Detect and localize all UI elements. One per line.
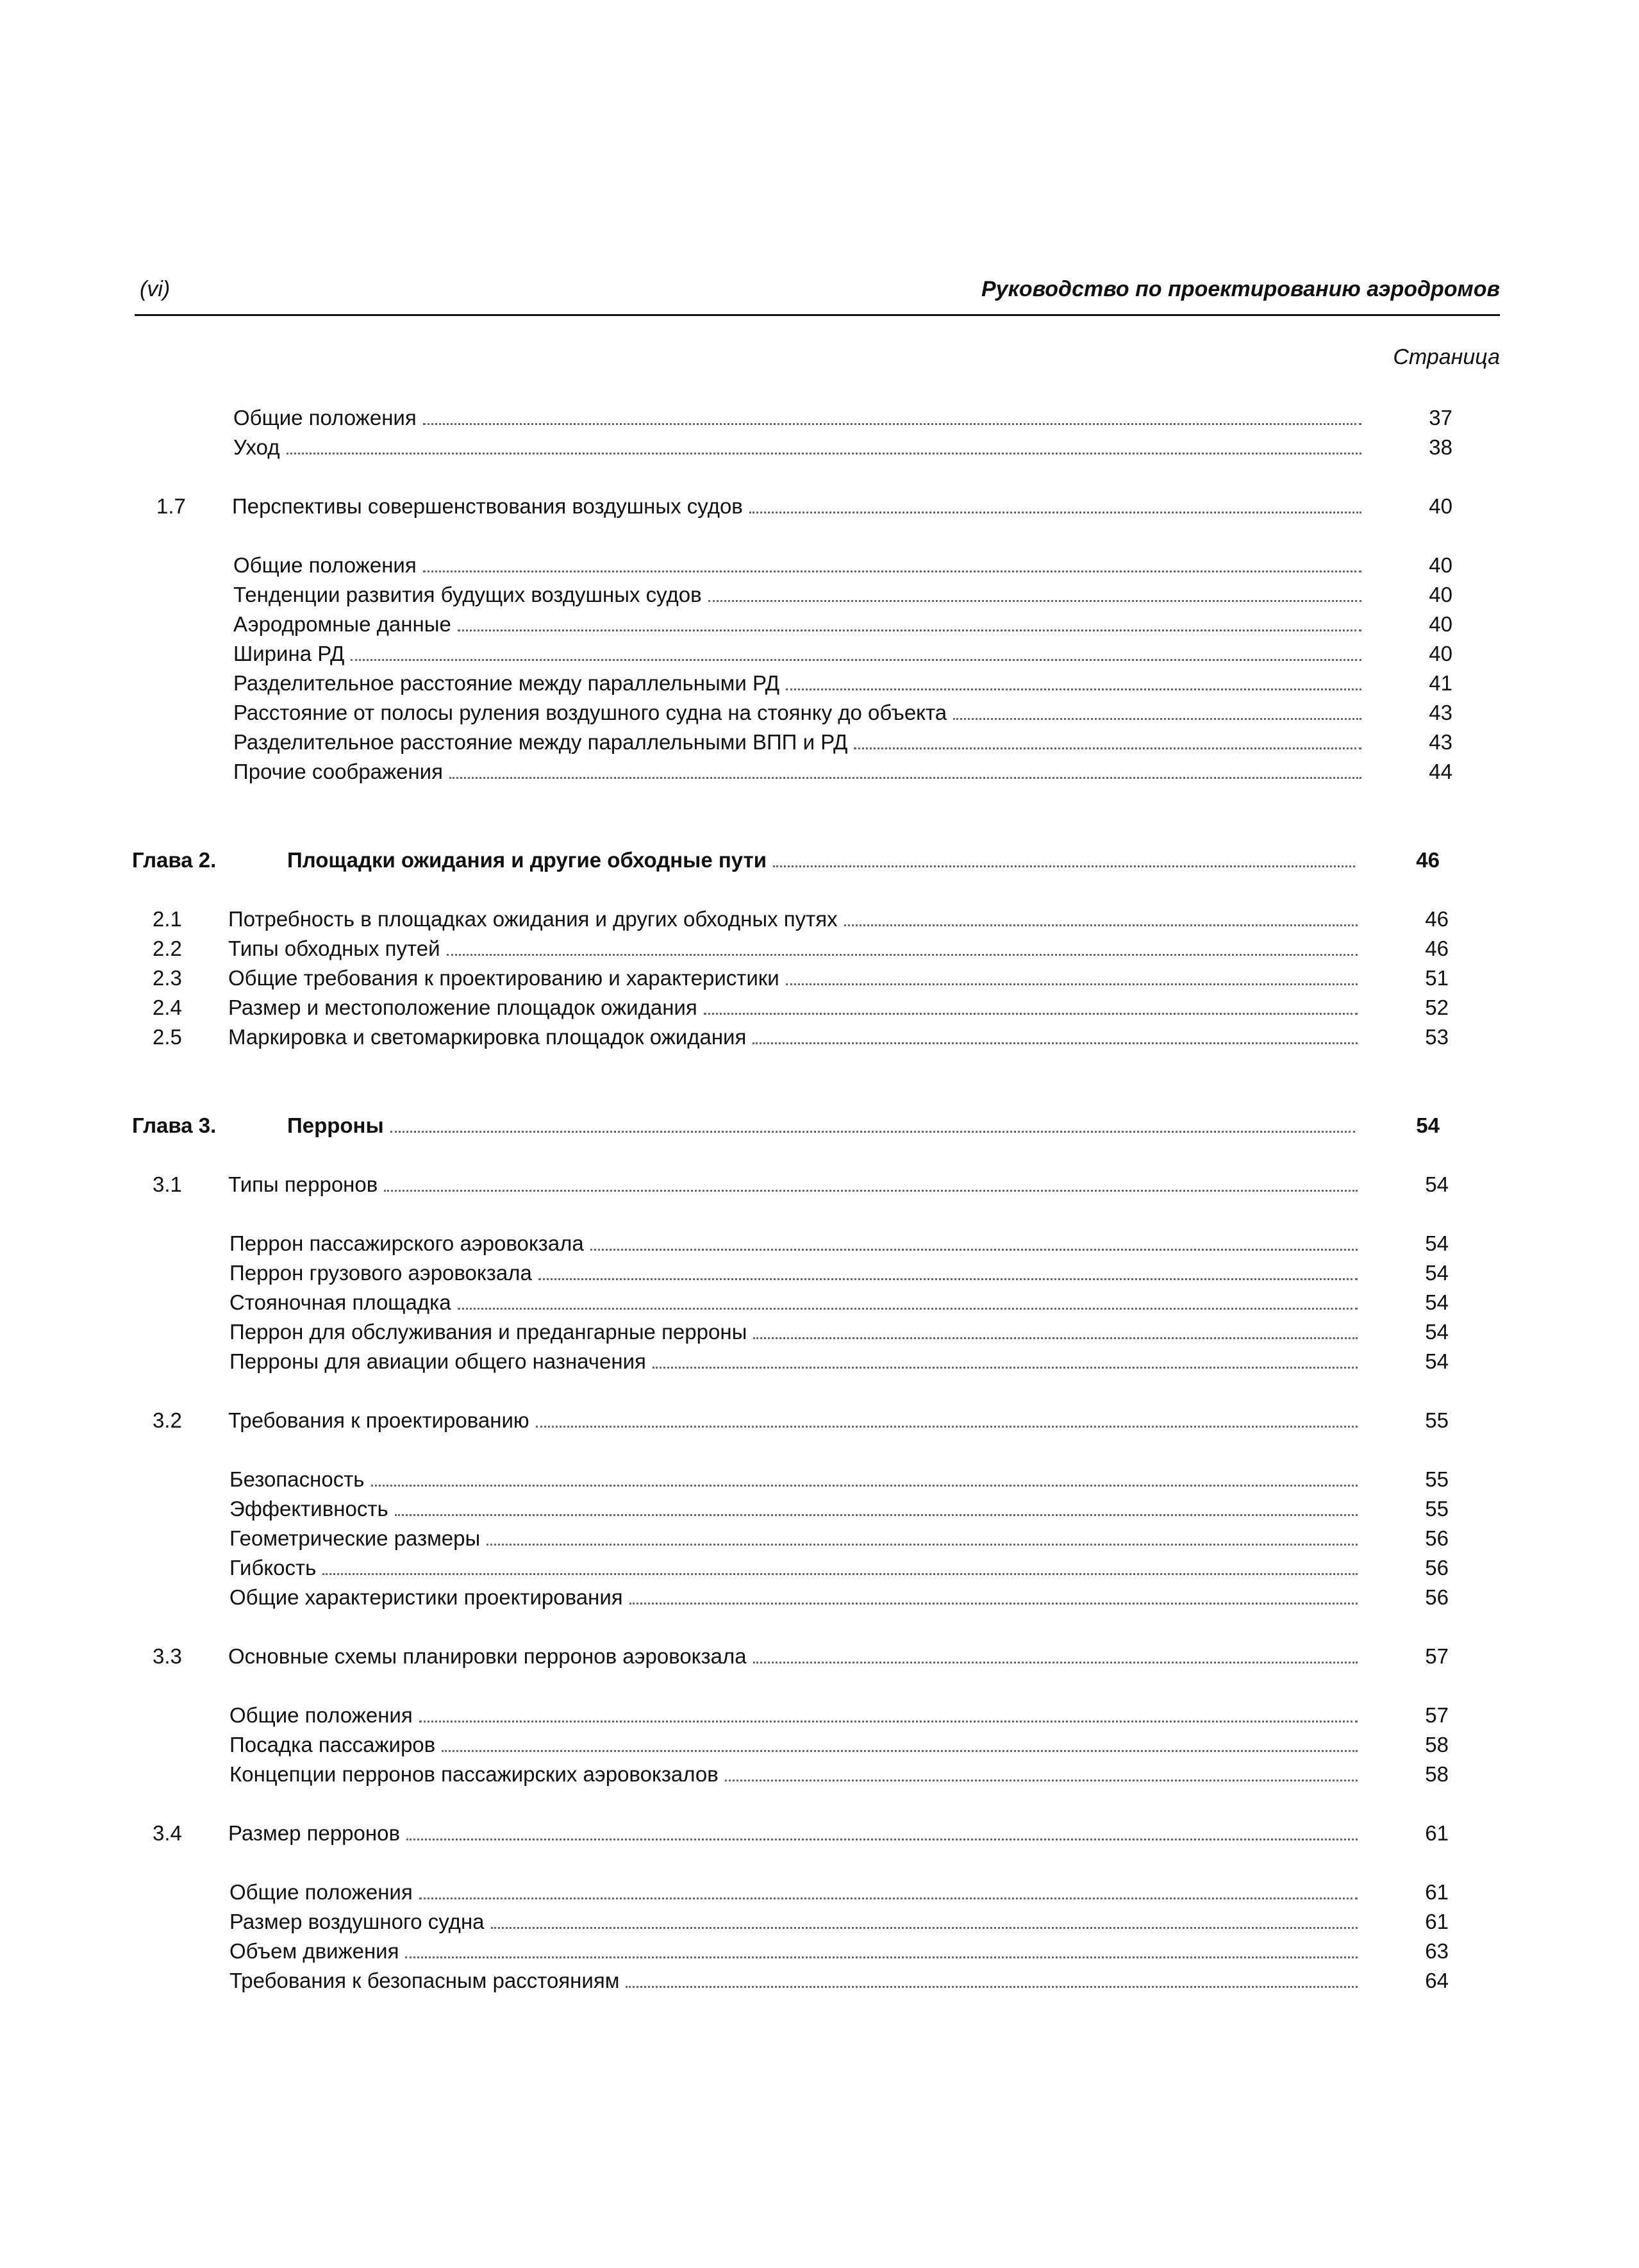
toc-entry-page: 43 [1429,701,1452,724]
toc-entry-title: Общие положения [233,404,423,432]
toc-entry [0,1642,1639,1671]
toc-entry-number: 3.1 [153,1172,182,1196]
toc-entry-number: 1.7 [156,494,186,518]
toc-entry-page: 56 [1425,1585,1449,1609]
toc-entry [0,1701,1639,1730]
toc-entry-title: Типы перронов [228,1171,384,1199]
dot-leader [704,1013,1358,1015]
toc-entry-title: Объем движения [229,1937,405,1965]
toc-entry-page: 53 [1425,1025,1449,1049]
dot-leader [406,1839,1358,1840]
toc-entry [0,492,1639,521]
toc-entry [0,1318,1639,1346]
toc-entry-title: Общие требования к проектированию и характеристики [228,964,786,992]
toc-entry-title: Перспективы совершенствования воздушных судов [232,492,749,521]
toc-entry [0,669,1639,697]
dot-leader [538,1278,1358,1280]
toc-entry-title: Ширина РД [233,640,351,668]
dot-leader [491,1927,1358,1929]
toc-entry-title: Основные схемы планировки перронов аэровокзала [228,1642,753,1671]
toc-entry [0,1524,1639,1553]
toc-entry [0,846,1639,874]
toc-entry [0,1288,1639,1317]
page-column-label: Страница [1393,345,1500,369]
dot-leader [629,1603,1358,1605]
dot-leader [447,954,1358,956]
toc-entry-title: Прочие соображения [233,758,449,786]
dot-leader [458,630,1361,631]
toc-entry [0,1347,1639,1376]
toc-entry [0,610,1639,638]
toc-entry-page: 46 [1416,848,1440,872]
toc-entry [0,1465,1639,1494]
toc-entry [0,1406,1639,1435]
toc-entry-title: Маркировка и светомаркировка площадок ожидания [228,1023,753,1051]
toc-entry-page: 40 [1429,642,1452,665]
dot-leader [753,1042,1358,1044]
toc-entry-title: Перроны [287,1112,390,1140]
dot-leader [753,1337,1358,1339]
toc-entry-title: Перроны для авиации общего назначения [229,1347,653,1376]
toc-entry-title: Эффективность [229,1495,395,1523]
toc-entry-page: 40 [1429,583,1452,606]
toc-entry-page: 41 [1429,671,1452,695]
toc-entry [0,1259,1639,1287]
toc-entry [0,935,1639,963]
toc-entry-page: 46 [1425,907,1449,931]
dot-leader [322,1573,1358,1575]
toc-entry-page: 52 [1425,996,1449,1019]
dot-leader [844,924,1358,926]
toc-entry-title: Перрон пассажирского аэровокзала [229,1230,590,1258]
toc-entry-title: Требования к проектированию [228,1406,536,1435]
toc-entry [0,1731,1639,1759]
toc-entry [0,964,1639,992]
toc-entry-page: 40 [1429,553,1452,577]
dot-leader [749,512,1361,513]
toc-entry-number: 3.4 [153,1821,182,1845]
toc-entry-title: Разделительное расстояние между параллельными РД [233,669,786,697]
toc-entry-title: Общие характеристики проектирования [229,1583,629,1612]
toc-entry-page: 57 [1425,1703,1449,1727]
dot-leader [953,718,1361,720]
dot-leader [653,1367,1358,1369]
toc-entry-title: Перрон для обслуживания и предангарные перроны [229,1318,753,1346]
toc-entry [0,404,1639,432]
toc-entry-page: 37 [1429,406,1452,429]
dot-leader [390,1131,1355,1133]
toc-entry [0,905,1639,933]
toc-entry-number: 2.3 [153,966,182,990]
dot-leader [423,571,1361,572]
toc-entry [0,1171,1639,1199]
dot-leader [442,1750,1358,1752]
toc-entry [0,640,1639,668]
toc-entry [0,433,1639,462]
toc-entry-title: Безопасность [229,1465,371,1494]
toc-entry-page: 43 [1429,730,1452,754]
toc-entry-page: 38 [1429,435,1452,459]
toc-entry-title: Уход [233,433,287,462]
dot-leader [458,1308,1358,1310]
dot-leader [423,423,1361,425]
toc-entry [0,699,1639,727]
dot-leader [708,600,1361,602]
dot-leader [786,983,1358,985]
toc-entry-page: 54 [1425,1261,1449,1285]
dot-leader [626,1986,1358,1988]
toc-entry [0,1112,1639,1140]
toc-entry [0,728,1639,756]
toc-entry [0,551,1639,580]
toc-entry-title: Площадки ожидания и другие обходные пути [287,846,773,874]
toc-entry-number: 3.2 [153,1408,182,1432]
dot-leader [449,777,1361,779]
dot-leader [590,1249,1358,1251]
dot-leader [854,747,1361,749]
toc-entry-title: Общие положения [229,1701,419,1730]
toc-entry-title: Разделительное расстояние между параллельными ВПП и РД [233,728,854,756]
toc-entry-page: 44 [1429,760,1452,783]
toc-entry-page: 54 [1425,1349,1449,1373]
toc-entry-page: 54 [1425,1231,1449,1255]
toc-entry-title: Гибкость [229,1554,322,1582]
toc-entry-title: Расстояние от полосы руления воздушного судна на стоянку до объекта [233,699,953,727]
toc-entry [0,758,1639,786]
toc-entry-title: Потребность в площадках ожидания и других обходных путях [228,905,844,933]
toc-entry-page: 55 [1425,1408,1449,1432]
toc-entry-page: 61 [1425,1880,1449,1904]
toc-entry-number: 2.1 [153,907,182,931]
toc-entry-page: 51 [1425,966,1449,990]
dot-leader [371,1485,1358,1487]
toc-entry-title: Концепции перронов пассажирских аэровокзалов [229,1760,725,1789]
toc-entry-page: 54 [1425,1172,1449,1196]
toc-entry-page: 61 [1425,1910,1449,1933]
dot-leader [725,1780,1358,1781]
toc-entry-page: 55 [1425,1467,1449,1491]
toc-entry-page: 54 [1416,1113,1440,1137]
toc-entry-number: 2.2 [153,937,182,960]
toc-entry [0,1878,1639,1906]
toc-entry [0,1554,1639,1582]
dot-leader [287,453,1362,454]
toc-entry-page: 58 [1425,1762,1449,1786]
toc-entry-page: 63 [1425,1939,1449,1963]
toc-entry-title: Общие положения [233,551,423,580]
toc-entry [0,1023,1639,1051]
dot-leader [419,1897,1358,1899]
toc-entry-title: Стояночная площадка [229,1288,458,1317]
document-title: Руководство по проектированию аэродромов [981,277,1500,301]
toc-entry-page: 55 [1425,1497,1449,1521]
toc-entry-page: 54 [1425,1290,1449,1314]
toc-entry [0,994,1639,1022]
dot-leader [405,1956,1358,1958]
toc-entry-page: 56 [1425,1526,1449,1550]
dot-leader [384,1190,1358,1192]
toc-entry-title: Размер и местоположение площадок ожидания [228,994,704,1022]
toc-entry-title: Аэродромные данные [233,610,458,638]
toc-entry [0,581,1639,609]
toc-entry [0,1967,1639,1995]
dot-leader [351,659,1361,661]
toc-entry-title: Тенденции развития будущих воздушных судов [233,581,708,609]
toc-entry [0,1908,1639,1936]
toc-entry [0,1230,1639,1258]
toc-entry-number: Глава 3. [132,1113,217,1137]
dot-leader [773,865,1355,867]
toc-entry-title: Размер перронов [228,1819,406,1847]
dot-leader [786,688,1361,690]
toc-entry [0,1937,1639,1965]
toc-entry-page: 46 [1425,937,1449,960]
header-rule [135,314,1500,316]
page-number-roman: (vi) [140,277,171,301]
toc-entry-number: Глава 2. [132,848,217,872]
toc-entry-title: Посадка пассажиров [229,1731,442,1759]
toc-entry-page: 54 [1425,1320,1449,1344]
toc-entry-title: Требования к безопасным расстояниям [229,1967,626,1995]
toc-entry-page: 57 [1425,1644,1449,1668]
dot-leader [419,1721,1358,1722]
toc-entry-page: 58 [1425,1733,1449,1756]
toc-entry [0,1819,1639,1847]
dot-leader [395,1514,1358,1516]
toc-entry-title: Размер воздушного судна [229,1908,491,1936]
toc-entry-title: Общие положения [229,1878,419,1906]
toc-entry [0,1583,1639,1612]
dot-leader [753,1662,1358,1663]
toc-entry [0,1495,1639,1523]
toc-entry [0,1760,1639,1789]
toc-entry-page: 40 [1429,494,1452,518]
toc-entry-title: Геометрические размеры [229,1524,487,1553]
dot-leader [536,1426,1358,1428]
toc-entry-page: 61 [1425,1821,1449,1845]
toc-entry-title: Перрон грузового аэровокзала [229,1259,538,1287]
toc-entry-page: 56 [1425,1556,1449,1580]
toc-entry-number: 3.3 [153,1644,182,1668]
toc-entry-page: 64 [1425,1969,1449,1992]
dot-leader [487,1544,1358,1546]
toc-entry-number: 2.4 [153,996,182,1019]
page-header [135,277,1500,308]
toc-entry-title: Типы обходных путей [228,935,447,963]
toc-entry-number: 2.5 [153,1025,182,1049]
toc-entry-page: 40 [1429,612,1452,636]
